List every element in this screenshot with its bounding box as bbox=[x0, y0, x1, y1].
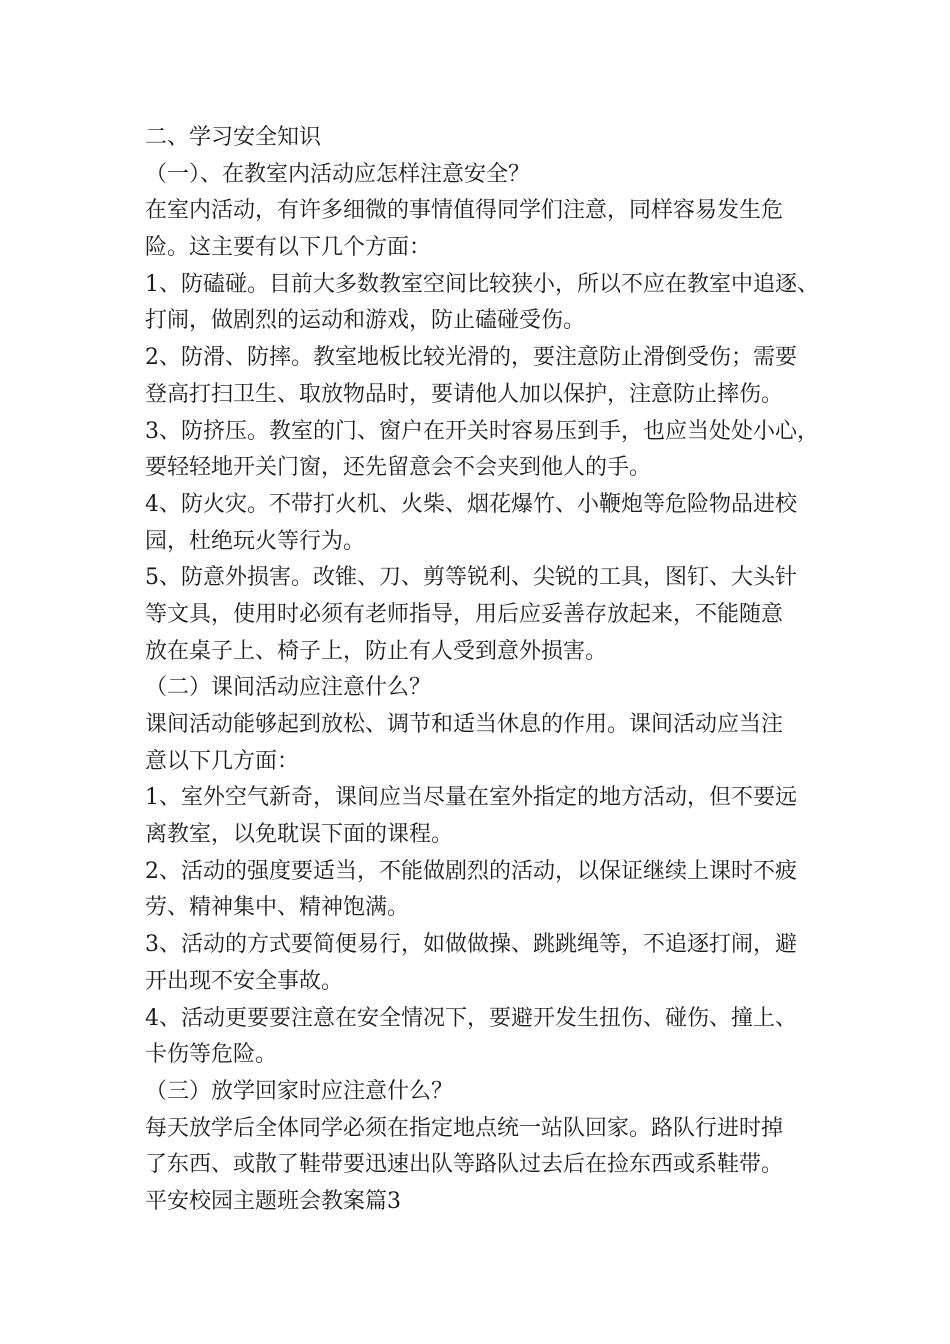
paragraph-line: 园，杜绝玩火等行为。 bbox=[145, 528, 366, 554]
paragraph-line: 4、活动更要要注意在安全情况下，要避开发生扭伤、碰伤、撞上、 bbox=[145, 1005, 797, 1031]
paragraph-line: 2、活动的强度要适当，不能做剧烈的活动，以保证继续上课时不疲 bbox=[145, 858, 797, 884]
paragraph-line: 打闹，做剧烈的运动和游戏，防止磕碰受伤。 bbox=[145, 308, 586, 334]
paragraph-line: 5、防意外损害。改锥、刀、剪等锐利、尖锐的工具，图钉、大头针 bbox=[145, 565, 797, 591]
paragraph-line: 1、室外空气新奇，课间应当尽量在室外指定的地方活动，但不要远 bbox=[145, 785, 797, 811]
paragraph-line: 每天放学后全体同学必须在指定地点统一站队回家。路队行进时掉 bbox=[145, 1115, 784, 1141]
paragraph-line: 课间活动能够起到放松、调节和适当休息的作用。课间活动应当注 bbox=[145, 712, 784, 737]
document-body bbox=[145, 120, 835, 1221]
paragraph-line: 离教室，以免耽误下面的课程。 bbox=[145, 822, 454, 848]
subsection-heading: （三）放学回家时应注意什么？ bbox=[145, 1078, 454, 1104]
paragraph-line: 在室内活动，有许多细微的事情值得同学们注意，同样容易发生危 bbox=[145, 198, 784, 224]
paragraph-line: 险。这主要有以下几个方面： bbox=[145, 235, 432, 261]
paragraph-line: 放在桌子上、椅子上，防止有人受到意外损害。 bbox=[145, 638, 608, 664]
paragraph-line: 4、防火灾。不带打火机、火柴、烟花爆竹、小鞭炮等危险物品进校 bbox=[145, 491, 797, 517]
paragraph-line: 3、活动的方式要简便易行，如做做操、跳跳绳等，不追逐打闹，避 bbox=[145, 932, 797, 958]
paragraph-line: 2、防滑、防摔。教室地板比较光滑的，要注意防止滑倒受伤；需要 bbox=[145, 345, 797, 371]
paragraph-line: 意以下几方面： bbox=[145, 748, 300, 774]
paragraph-line: 卡伤等危险。 bbox=[145, 1042, 278, 1068]
paragraph-line: 要轻轻地开关门窗，还先留意会不会夹到他人的手。 bbox=[145, 455, 652, 481]
paragraph-line: 开出现不安全事故。 bbox=[145, 968, 344, 994]
section-heading: 二、学习安全知识 bbox=[145, 125, 322, 150]
subsection-heading: （一）、在教室内活动应怎样注意安全？ bbox=[145, 161, 531, 187]
paragraph-line: 等文具，使用时必须有老师指导，用后应妥善存放起来，不能随意 bbox=[145, 601, 784, 627]
paragraph-line: 1、防磕碰。目前大多数教室空间比较狭小，所以不应在教室中追逐、 bbox=[145, 271, 819, 297]
subsection-heading: （二）课间活动应注意什么？ bbox=[145, 675, 432, 701]
next-section-title: 平安校园主题班会教案篇3 bbox=[145, 1188, 401, 1214]
paragraph-line: 劳、精神集中、精神饱满。 bbox=[145, 895, 410, 921]
paragraph-line: 登高打扫卫生、取放物品时，要请他人加以保护，注意防止摔伤。 bbox=[145, 381, 784, 407]
paragraph-line: 3、防挤压。教室的门、窗户在开关时容易压到手，也应当处处小心， bbox=[145, 418, 819, 444]
paragraph-line: 了东西、或散了鞋带要迅速出队等路队过去后在捡东西或系鞋带。 bbox=[145, 1152, 784, 1178]
